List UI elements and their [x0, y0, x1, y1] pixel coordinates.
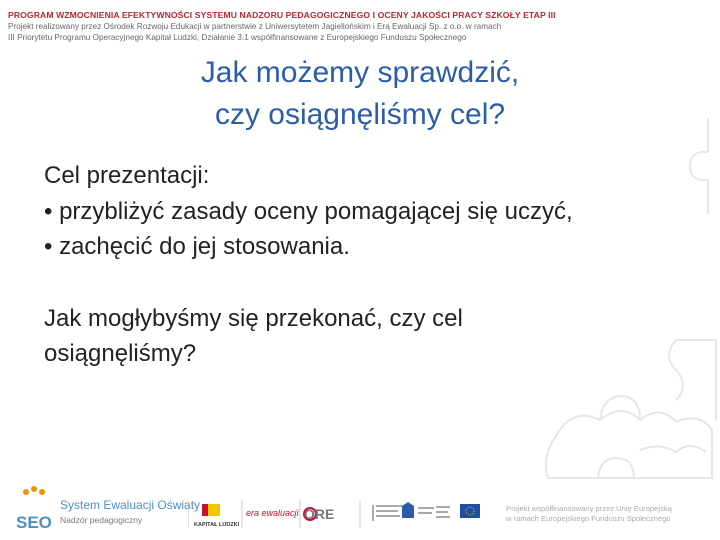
program-title: PROGRAM WZMOCNIENIA EFEKTYWNOŚCI SYSTEMU NADZORU PEDAGOGICZNEGO I OCENY JAKOŚCI PRACY SZKOŁY ETAP III — [8, 10, 556, 20]
uj-logo — [402, 502, 434, 518]
eu-note-line-2: w ramach Europejskiego Funduszu Społecznego — [506, 514, 671, 523]
ore-logo — [304, 506, 334, 522]
question-line-2: osiągnęliśmy? — [44, 340, 197, 367]
funding-note: III Priorytetu Programu Operacyjnego Kapitał Ludzki, Działanie 3.1 współfinansowane z Europejskiego Funduszu Społecznego — [8, 33, 467, 42]
ore-text: ORE — [304, 506, 335, 522]
title-line-2: czy osiągnęliśmy cel? — [214, 98, 506, 131]
seo-logo — [14, 484, 54, 536]
footer — [0, 482, 720, 540]
system-name: System Ewaluacji Oświaty — [60, 498, 201, 512]
era-ewaluacji-text: era ewaluacji — [246, 508, 299, 518]
bullet-item: • zachęcić do jej stosowania. — [44, 233, 350, 260]
question-paragraph — [44, 301, 704, 372]
project-note: Projekt realizowany przez Ośrodek Rozwoju Edukacji w partnerstwie z Uniwersytetem Jagiellońskim i Erą Ewaluacji Sp. z o.o. w ramach — [8, 22, 502, 31]
kapital-ludzki-logo — [194, 504, 240, 528]
ministry-logo — [372, 505, 402, 521]
slide-title — [0, 52, 720, 136]
seo-logo-text: SEO — [16, 513, 52, 532]
eu-note-line-1: Projekt współfinansowany przez Unię Europejską — [506, 504, 672, 513]
title-line-1: Jak możemy sprawdzić, — [200, 56, 520, 89]
question-line-1: Jak mogłybyśmy się przekonać, czy cel — [44, 304, 463, 332]
eu-flag-icon — [460, 504, 480, 518]
bullet-item: • przybliżyć zasady oceny pomagającej się uczyć, — [44, 197, 573, 225]
program-header — [8, 10, 708, 43]
goal-label: Cel prezentacji: — [44, 162, 210, 189]
eu-cofinancing-note — [506, 504, 672, 524]
partner-logos — [188, 496, 488, 532]
era-ewaluacji-logo — [246, 508, 300, 518]
system-subtitle: Nadzór pedagogiczny — [60, 515, 143, 525]
slide-body — [44, 158, 704, 372]
kapital-ludzki-text: KAPITAŁ LUDZKI — [194, 522, 240, 528]
eu-text-logo — [436, 506, 450, 518]
